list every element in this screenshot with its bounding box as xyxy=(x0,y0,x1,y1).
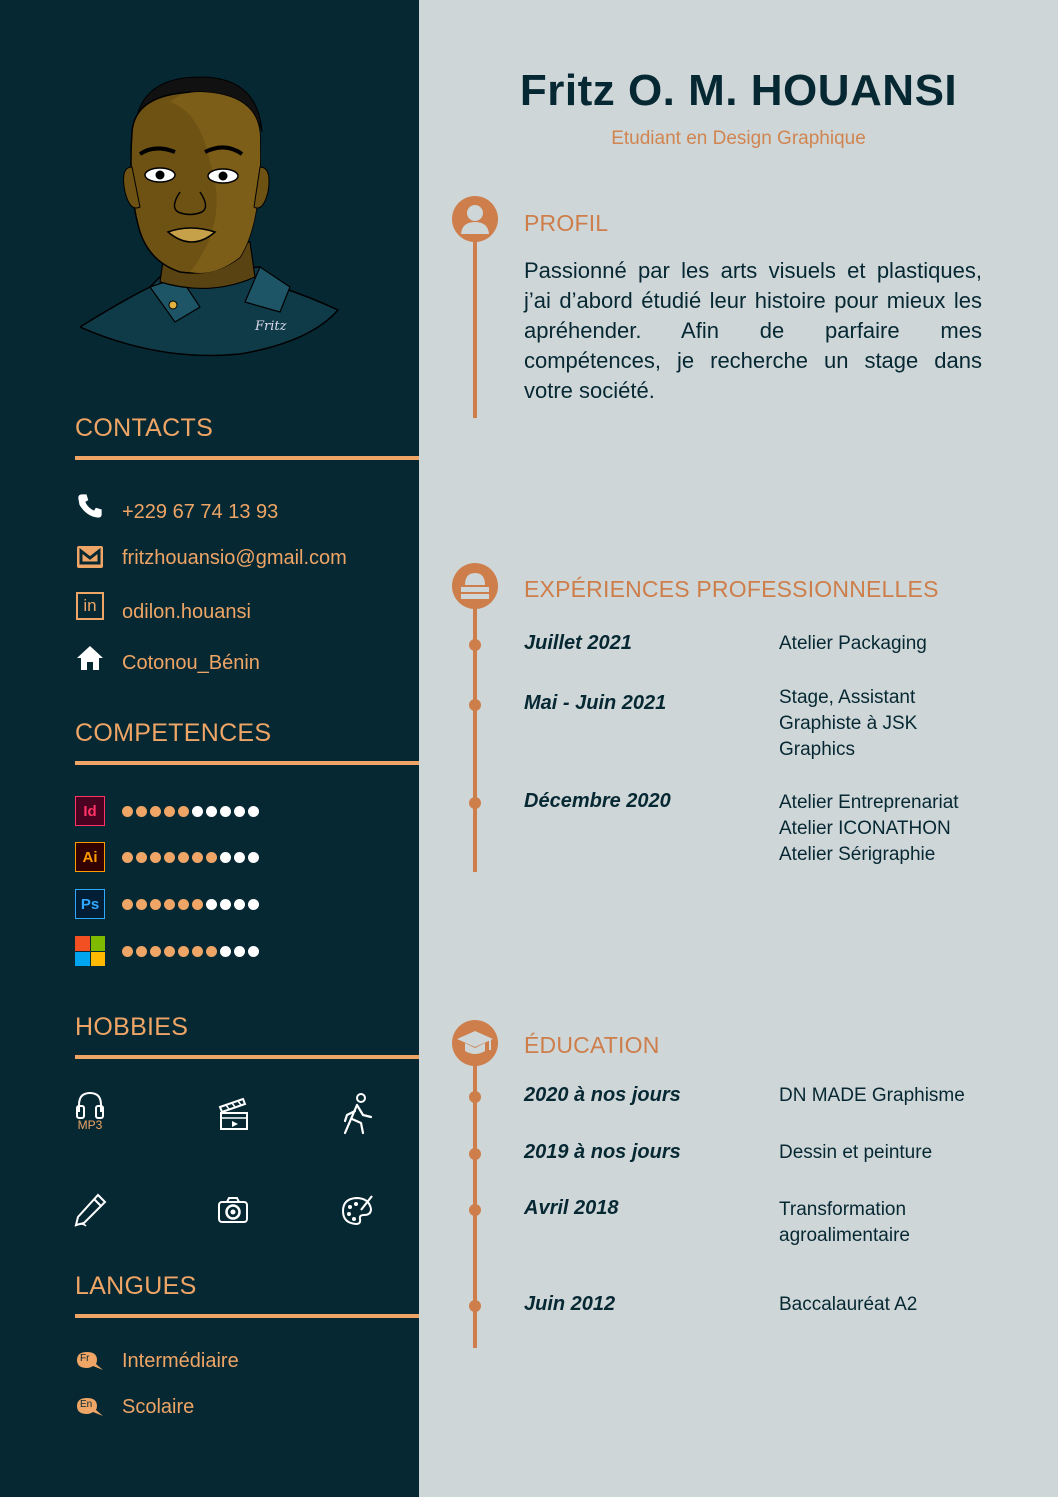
skill-photoshop xyxy=(75,889,105,919)
rating-dot-empty xyxy=(248,806,259,817)
rating-dot-filled xyxy=(150,852,161,863)
rating-dot-filled xyxy=(122,899,133,910)
rating-dot-filled xyxy=(150,806,161,817)
rating-dot-filled xyxy=(122,946,133,957)
contact-location-text: Cotonou_Bénin xyxy=(122,652,260,674)
timeline-bullet xyxy=(469,699,481,711)
contacts-heading: CONTACTS xyxy=(75,414,214,442)
experience-date: Juillet 2021 xyxy=(524,632,632,654)
rating-dot-empty xyxy=(248,899,259,910)
rating-dot-filled xyxy=(164,852,175,863)
rating-dot-filled xyxy=(164,806,175,817)
rating-dot-empty xyxy=(248,852,259,863)
timeline-bullet xyxy=(469,1091,481,1103)
rating-dot-filled xyxy=(136,852,147,863)
microsoft-office-icon xyxy=(75,936,105,966)
phone-icon xyxy=(75,491,105,521)
hobby-drawing xyxy=(70,1192,110,1240)
clapperboard-icon xyxy=(217,1095,249,1131)
rating-dot-empty xyxy=(234,946,245,957)
rating-dot-filled xyxy=(122,806,133,817)
rating-dot-empty xyxy=(206,806,217,817)
rating-dot-filled xyxy=(178,899,189,910)
hobby-walking xyxy=(337,1093,377,1141)
skill-indesign xyxy=(75,796,105,826)
rating-dot-filled xyxy=(206,852,217,863)
main-content xyxy=(419,0,1058,1497)
hobby-music xyxy=(70,1090,110,1138)
headphones-icon xyxy=(74,1090,106,1120)
rating-dot-empty xyxy=(234,899,245,910)
skill-rating xyxy=(122,806,259,817)
language-code: En xyxy=(80,1399,93,1410)
language-level: Intermédiaire xyxy=(122,1349,239,1372)
rating-dot-filled xyxy=(136,899,147,910)
education-description: DN MADE Graphisme xyxy=(779,1085,965,1106)
mail-icon xyxy=(75,542,105,572)
person-name: Fritz O. M. HOUANSI xyxy=(519,66,958,115)
experience-timeline-line xyxy=(473,584,477,872)
rating-dot-empty xyxy=(206,899,217,910)
graduation-cap-icon xyxy=(452,1020,498,1066)
education-date: 2019 à nos jours xyxy=(524,1141,681,1163)
speech-bubble-icon xyxy=(75,1350,105,1372)
competences-heading: COMPETENCES xyxy=(75,719,272,747)
hobby-photography xyxy=(213,1195,253,1243)
rating-dot-filled xyxy=(136,946,147,957)
rating-dot-filled xyxy=(206,946,217,957)
education-description: Baccalauréat A2 xyxy=(779,1294,918,1315)
experience-heading: EXPÉRIENCES PROFESSIONNELLES xyxy=(524,576,939,602)
speech-bubble-icon xyxy=(75,1396,105,1418)
rating-dot-empty xyxy=(220,852,231,863)
timeline-bullet xyxy=(469,639,481,651)
rating-dot-empty xyxy=(248,946,259,957)
profile-heading: PROFIL xyxy=(524,210,609,236)
rating-dot-filled xyxy=(150,946,161,957)
competences-divider xyxy=(75,761,419,765)
timeline-bullet xyxy=(469,1300,481,1312)
hobby-cinema xyxy=(213,1095,253,1143)
rating-dot-empty xyxy=(192,806,203,817)
skill-rating xyxy=(122,852,259,863)
experience-description: Atelier Packaging xyxy=(779,633,927,654)
briefcase-icon xyxy=(452,563,498,609)
sidebar xyxy=(0,0,419,1497)
job-title: Etudiant en Design Graphique xyxy=(611,128,866,149)
rating-dot-empty xyxy=(220,899,231,910)
pencil-icon xyxy=(72,1192,108,1228)
language-english xyxy=(75,1393,195,1421)
experience-date: Mai - Juin 2021 xyxy=(524,692,667,714)
hobby-painting xyxy=(337,1192,377,1240)
language-code: Fr xyxy=(80,1353,90,1364)
timeline-bullet xyxy=(469,797,481,809)
rating-dot-filled xyxy=(192,899,203,910)
rating-dot-filled xyxy=(164,899,175,910)
contacts-divider xyxy=(75,456,419,460)
contact-phone-text[interactable]: +229 67 74 13 93 xyxy=(122,501,279,523)
rating-dot-filled xyxy=(150,899,161,910)
rating-dot-filled xyxy=(164,946,175,957)
experience-description: Atelier Entreprenariat Atelier ICONATHON Atelier Sérigraphie xyxy=(779,792,959,865)
rating-dot-filled xyxy=(178,852,189,863)
hobby-music-label: MP3 xyxy=(77,1118,103,1132)
linkedin-icon: in xyxy=(75,591,105,621)
skill-rating xyxy=(122,899,259,910)
rating-dot-empty xyxy=(234,852,245,863)
contact-email-text[interactable]: fritzhouansio@gmail.com xyxy=(122,547,347,569)
hobbies-heading: HOBBIES xyxy=(75,1013,189,1041)
contact-phone[interactable] xyxy=(75,491,279,523)
avatar-illustration xyxy=(80,72,342,362)
rating-dot-filled xyxy=(136,806,147,817)
experience-description: Stage, Assistant Graphiste à JSK Graphics xyxy=(779,687,918,760)
experience-date: Décembre 2020 xyxy=(524,790,671,812)
profile-text: Passionné par les arts visuels et plastiques, j’ai d’abord étudié leur histoire pour mieux les apréhender. Afin de parfaire mes compétences, je recherche un stage dans votre société. xyxy=(524,258,982,403)
rating-dot-filled xyxy=(178,806,189,817)
rating-dot-empty xyxy=(220,806,231,817)
contact-email[interactable] xyxy=(75,542,347,572)
rating-dot-filled xyxy=(192,946,203,957)
rating-dot-empty xyxy=(220,946,231,957)
rating-dot-filled xyxy=(178,946,189,957)
education-description: Dessin et peinture xyxy=(779,1142,933,1163)
user-icon xyxy=(452,196,498,242)
walking-icon xyxy=(339,1093,375,1135)
photoshop-icon: Ps xyxy=(75,889,105,919)
rating-dot-empty xyxy=(234,806,245,817)
contact-location xyxy=(75,643,260,674)
skill-illustrator xyxy=(75,842,105,872)
skill-rating xyxy=(122,946,259,957)
indesign-icon: Id xyxy=(75,796,105,826)
langues-divider xyxy=(75,1314,419,1318)
contact-linkedin-text[interactable]: odilon.houansi xyxy=(122,601,251,623)
language-level: Scolaire xyxy=(122,1395,195,1418)
illustrator-icon: Ai xyxy=(75,842,105,872)
timeline-bullet xyxy=(469,1204,481,1216)
education-heading: ÉDUCATION xyxy=(524,1032,660,1058)
education-date: Avril 2018 xyxy=(524,1197,619,1219)
rating-dot-filled xyxy=(192,852,203,863)
profile-timeline-line xyxy=(473,220,477,418)
hobbies-divider xyxy=(75,1055,419,1059)
contact-linkedin[interactable] xyxy=(75,591,251,623)
home-icon xyxy=(75,643,105,673)
avatar-signature: Fritz xyxy=(255,319,287,334)
rating-dot-filled xyxy=(122,852,133,863)
skill-microsoft-office xyxy=(75,936,105,966)
palette-icon xyxy=(339,1192,375,1228)
camera-icon xyxy=(216,1195,250,1225)
education-date: Juin 2012 xyxy=(524,1293,616,1315)
education-description: Transformation agroalimentaire xyxy=(779,1199,910,1246)
education-date: 2020 à nos jours xyxy=(524,1084,681,1106)
timeline-bullet xyxy=(469,1148,481,1160)
language-french xyxy=(75,1347,239,1375)
langues-heading: LANGUES xyxy=(75,1272,197,1300)
